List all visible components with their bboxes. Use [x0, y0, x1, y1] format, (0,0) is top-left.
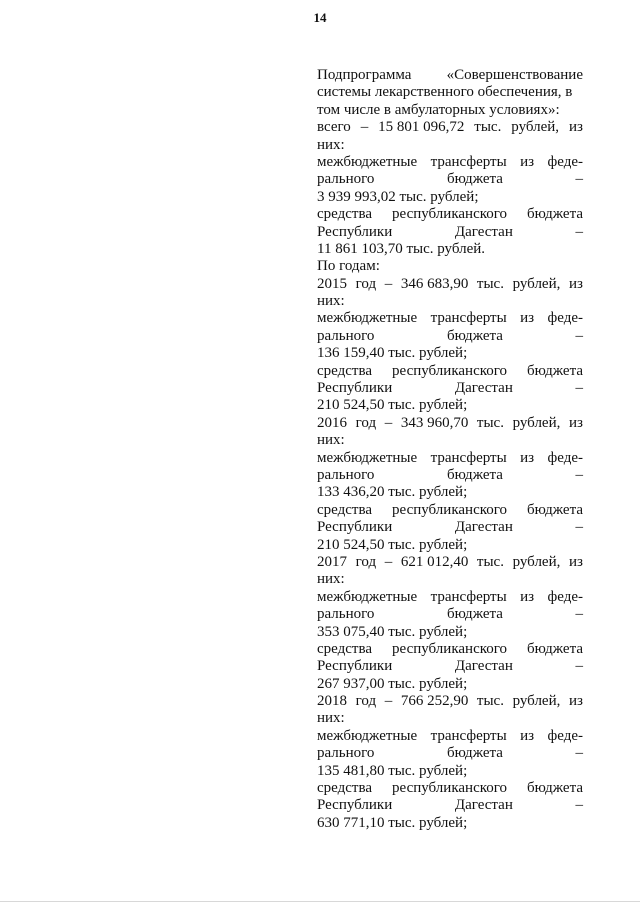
text-segment: бюджета	[527, 362, 583, 379]
text-segment: средства	[317, 780, 373, 797]
page-number: 14	[313, 10, 327, 25]
text-segment: рублей,	[512, 275, 561, 292]
text-segment: межбюджетные	[317, 310, 418, 327]
text-line	[317, 328, 583, 345]
text-segment: Дагестан	[454, 658, 513, 675]
text-segment: из	[520, 310, 535, 327]
text-segment: –	[384, 414, 393, 431]
text-segment: Республики	[317, 658, 393, 675]
text-segment: –	[360, 119, 369, 136]
text-line: 135 481,80 тыс. рублей;	[317, 762, 468, 779]
text-segment: год	[355, 553, 377, 570]
text-segment: Дагестан	[454, 380, 513, 397]
text-line: 210 524,50 тыс. рублей;	[317, 397, 468, 414]
text-segment: из	[520, 727, 535, 744]
text-line	[317, 450, 583, 467]
text-segment: –	[384, 693, 393, 710]
text-segment: 2015	[317, 275, 347, 292]
text-line	[317, 797, 583, 814]
text-line	[317, 554, 583, 571]
text-line: 210 524,50 тыс. рублей;	[317, 536, 468, 553]
text-segment: –	[384, 553, 393, 570]
text-line	[317, 728, 583, 745]
text-line: том числе в амбулаторных условиях»:	[317, 101, 560, 118]
text-line	[317, 224, 583, 241]
text-segment: межбюджетные	[317, 449, 418, 466]
text-segment: тыс.	[476, 693, 504, 710]
text-segment: рублей,	[511, 119, 560, 136]
text-segment: 2017	[317, 553, 347, 570]
text-segment: 2016	[317, 414, 347, 431]
text-segment: –	[575, 223, 583, 240]
text-segment: год	[355, 693, 377, 710]
text-segment: феде-	[547, 310, 583, 327]
text-segment: рального	[317, 606, 375, 623]
text-segment: 2018	[317, 693, 347, 710]
text-segment: 346 683,90	[400, 275, 469, 292]
text-line: них:	[317, 432, 345, 449]
text-segment: рального	[317, 745, 375, 762]
text-segment: бюджета	[446, 745, 503, 762]
text-segment: тыс.	[476, 553, 504, 570]
text-segment: из	[520, 153, 535, 170]
text-line	[317, 780, 583, 797]
text-segment: бюджета	[527, 206, 583, 223]
text-segment: из	[520, 449, 535, 466]
text-segment: Дагестан	[454, 797, 513, 814]
text-segment: Республики	[317, 519, 393, 536]
text-line: По годам:	[317, 258, 380, 275]
text-segment: республиканского	[392, 206, 508, 223]
text-segment: рального	[317, 327, 375, 344]
text-line	[317, 467, 583, 484]
text-segment: Республики	[317, 797, 393, 814]
text-line	[317, 171, 583, 188]
text-segment: республиканского	[392, 501, 508, 518]
text-segment: –	[575, 380, 583, 397]
text-segment: –	[575, 466, 583, 483]
text-line	[317, 276, 583, 293]
text-segment: –	[575, 519, 583, 536]
text-segment: бюджета	[527, 640, 583, 657]
text-segment: трансферты	[430, 449, 507, 466]
text-segment: тыс.	[476, 414, 504, 431]
text-line	[317, 119, 583, 136]
text-segment: республиканского	[392, 780, 508, 797]
text-segment: рального	[317, 466, 375, 483]
text-segment: год	[355, 275, 377, 292]
text-segment: тыс.	[476, 275, 504, 292]
text-segment: Республики	[317, 223, 393, 240]
text-line	[317, 641, 583, 658]
text-line	[317, 363, 583, 380]
scan-edge-line	[0, 901, 640, 902]
text-line	[317, 658, 583, 675]
text-line: них:	[317, 710, 345, 727]
text-line: 11 861 103,70 тыс. рублей.	[317, 240, 486, 257]
text-segment: рублей,	[512, 693, 561, 710]
text-segment: средства	[317, 362, 373, 379]
text-line	[317, 606, 583, 623]
text-segment: –	[575, 658, 583, 675]
text-line	[317, 502, 583, 519]
text-segment: –	[575, 745, 583, 762]
text-segment: Республики	[317, 380, 393, 397]
text-line	[317, 206, 583, 223]
text-segment: Дагестан	[454, 223, 513, 240]
text-segment: трансферты	[430, 153, 507, 170]
text-line	[317, 310, 583, 327]
text-segment: феде-	[547, 727, 583, 744]
text-segment: 766 252,90	[400, 693, 469, 710]
text-segment: –	[384, 275, 393, 292]
text-segment: трансферты	[430, 310, 507, 327]
text-segment: трансферты	[430, 588, 507, 605]
text-line	[317, 154, 583, 171]
text-line	[317, 589, 583, 606]
text-segment: –	[575, 606, 583, 623]
text-segment: тыс.	[474, 119, 502, 136]
text-segment: Подпрограмма	[317, 67, 412, 83]
text-segment: феде-	[547, 588, 583, 605]
text-line	[317, 745, 583, 762]
text-line: 267 937,00 тыс. рублей;	[317, 675, 468, 692]
text-segment: межбюджетные	[317, 153, 418, 170]
text-segment: рального	[317, 171, 375, 188]
text-segment: «Совершенствование	[446, 67, 583, 83]
text-segment: республиканского	[392, 640, 508, 657]
text-segment: всего	[317, 119, 351, 136]
text-segment: из	[568, 275, 583, 292]
text-segment: межбюджетные	[317, 588, 418, 605]
text-line	[317, 519, 583, 536]
text-segment: из	[520, 588, 535, 605]
text-segment: из	[568, 693, 583, 710]
text-segment: бюджета	[446, 327, 503, 344]
text-segment: бюджета	[527, 780, 583, 797]
text-segment: 343 960,70	[400, 414, 469, 431]
text-line: 3 939 993,02 тыс. рублей;	[317, 188, 479, 205]
text-segment: 15 801 096,72	[378, 119, 465, 136]
text-segment: Дагестан	[454, 519, 513, 536]
text-segment: средства	[317, 206, 373, 223]
text-segment: –	[575, 171, 583, 188]
text-segment: средства	[317, 501, 373, 518]
text-line: них:	[317, 293, 345, 310]
text-segment: из	[568, 414, 583, 431]
text-line: 133 436,20 тыс. рублей;	[317, 484, 468, 501]
text-segment: феде-	[547, 153, 583, 170]
text-segment: бюджета	[446, 606, 503, 623]
text-segment: бюджета	[446, 171, 503, 188]
text-segment: из	[568, 553, 583, 570]
text-segment: межбюджетные	[317, 727, 418, 744]
text-segment: средства	[317, 640, 373, 657]
text-segment: год	[355, 414, 377, 431]
text-segment: трансферты	[430, 727, 507, 744]
text-line: 136 159,40 тыс. рублей;	[317, 345, 468, 362]
text-segment: бюджета	[527, 501, 583, 518]
text-segment: –	[575, 327, 583, 344]
text-segment: феде-	[547, 449, 583, 466]
text-segment: рублей,	[512, 414, 561, 431]
text-line: них:	[317, 136, 345, 153]
text-line: них:	[317, 571, 345, 588]
text-line: 630 771,10 тыс. рублей;	[317, 814, 468, 831]
text-line	[317, 380, 583, 397]
text-segment: из	[568, 119, 583, 136]
text-segment: –	[575, 797, 583, 814]
text-segment: рублей,	[512, 553, 561, 570]
text-segment: республиканского	[392, 362, 508, 379]
text-line	[317, 693, 583, 710]
text-segment: 621 012,40	[400, 553, 469, 570]
text-line	[317, 67, 583, 84]
text-line: 353 075,40 тыс. рублей;	[317, 623, 468, 640]
text-line: системы лекарственного обеспечения, в	[317, 84, 573, 101]
text-segment: бюджета	[446, 466, 503, 483]
subprogram-funding-text	[317, 67, 583, 832]
text-line	[317, 415, 583, 432]
